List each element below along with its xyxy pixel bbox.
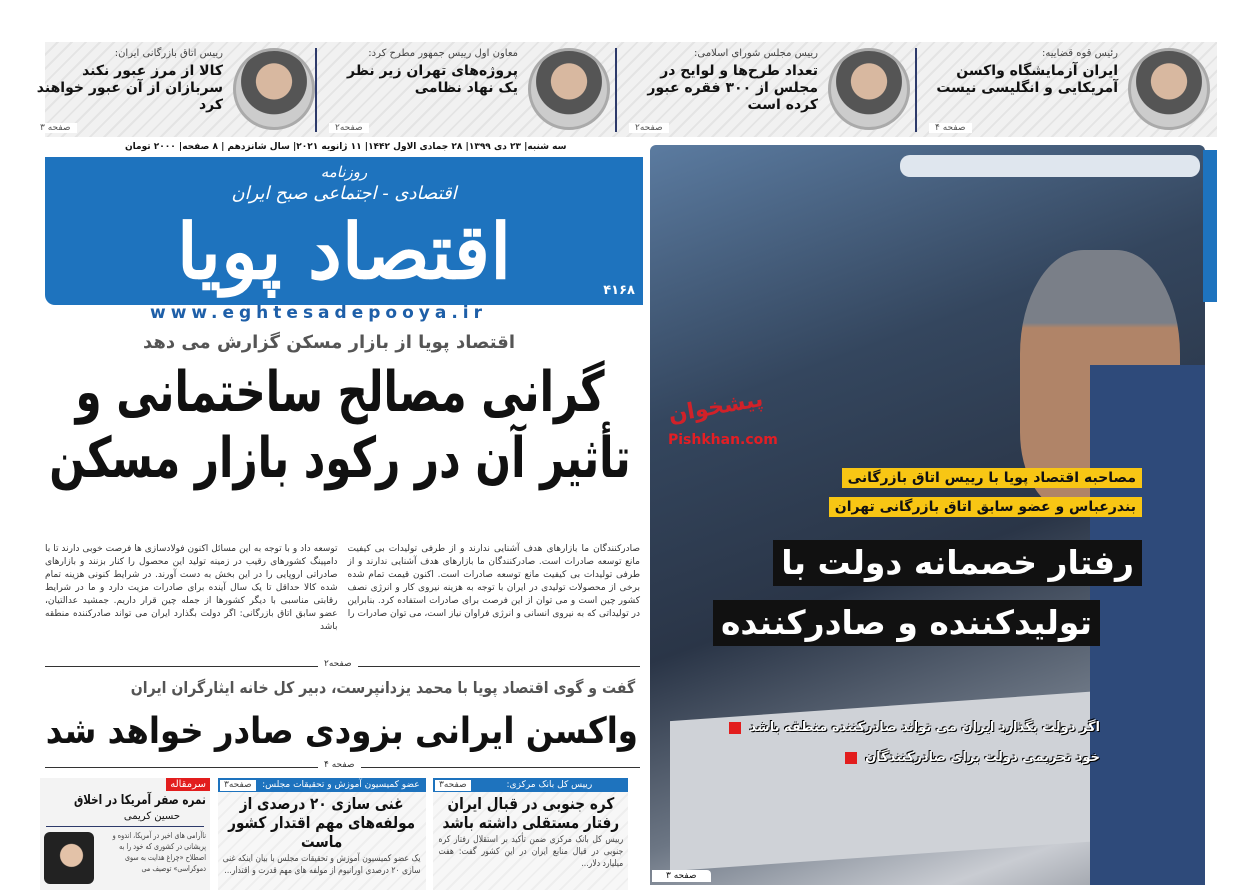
portrait-photo — [528, 48, 610, 130]
page-ref: صفحه ۳ — [652, 870, 711, 882]
divider — [46, 826, 204, 827]
portrait-photo — [233, 48, 315, 130]
editorial-author: حسین کریمی — [123, 811, 180, 822]
second-subhead: گفت و گوی اقتصاد پویا با محمد یزدانپرست، دبیر کل خانه ایثارگران ایران — [130, 678, 635, 697]
watermark: پیشخوان — [666, 386, 766, 429]
box-headline[interactable]: غنی سازی ۲۰ درصدی از مولفه‌های مهم اقتدار کشور ماست — [228, 794, 416, 851]
teaser[interactable] — [30, 46, 315, 134]
box-text: یک عضو کمیسیون آموزش و تحقیقات مجلس با بیان اینکه غنی سازی ۲۰ درصدی اورانیوم از مولفه های مهم قدرت و اقتدار... — [223, 854, 421, 876]
page-ref: صفحه۲ — [329, 123, 369, 133]
newspaper-logo: اقتصاد پویا — [176, 207, 512, 296]
teaser-kicker: رئیس قوه قضاییه: — [1042, 48, 1118, 59]
feature-bullet: اگر دولت بگذارد ایران می تواند صادرکننده منطقه باشد — [729, 720, 1100, 735]
teaser[interactable] — [925, 46, 1210, 134]
portrait-photo — [828, 48, 910, 130]
teaser-kicker: رییس اتاق بازرگانی ایران: — [114, 48, 223, 59]
tagline: روزنامه — [320, 163, 368, 181]
divider — [615, 48, 617, 132]
editorial-text: ناآرامی های اخیر در آمریکا، اندوه و پریشانی در کشوری که خود را به اصطلاح «چراغ هدایت به سوی دموکراسی» توصیف می — [112, 831, 206, 873]
page-ref: صفحه ۴ — [929, 123, 972, 133]
feature-headline[interactable]: تولیدکننده و صادرکننده — [713, 600, 1100, 646]
teaser-headline[interactable]: کالا از مرز عبور نکند سربازان از آن عبور خواهند کرد — [36, 63, 223, 113]
page-ref: صفحه ۴ — [318, 760, 361, 770]
teaser[interactable] — [325, 46, 610, 134]
editorial-headline[interactable]: نمره صفر آمریکا در اخلاق — [74, 793, 206, 808]
masthead — [45, 157, 643, 305]
teaser-kicker: رییس مجلس شورای اسلامی: — [694, 48, 818, 59]
page-ref: صفحه۳ — [220, 780, 256, 791]
page-ref: صفحه۲ — [629, 123, 669, 133]
tagline: اقتصادی - اجتماعی صبح ایران — [231, 183, 457, 204]
feature-bullet: خود تحریمی دولت برای صادرکنندگان — [845, 750, 1100, 765]
page-ref: صفحه ۳ — [34, 123, 77, 133]
decorative-bar — [1203, 150, 1217, 302]
page-ref: صفحه۲ — [318, 659, 358, 669]
editorial-box[interactable] — [40, 778, 210, 890]
box-kicker: رییس کل بانک مرکزی: — [506, 780, 593, 790]
second-headline[interactable]: واکسن ایرانی بزودی صادر خواهد شد — [45, 711, 638, 752]
lead-body — [45, 543, 640, 634]
dateline: سه شنبه| ۲۳ دی ۱۳۹۹| ۲۸ جمادی الاول ۱۴۴۲| ۱۱ ژانویه ۲۰۲۱| سال شانزدهم | ۸ صفحه| ۲۰۰۰ تومان — [125, 142, 567, 152]
divider — [315, 48, 317, 132]
news-box[interactable] — [218, 778, 426, 890]
feature-kicker: مصاحبه اقتصاد پویا با رییس اتاق بازرگانی — [842, 468, 1142, 488]
teaser-kicker: معاون اول رییس جمهور مطرح کرد: — [368, 48, 518, 59]
lead-headline[interactable]: گرانی مصالح ساختمانی و تأثیر آن در رکود بازار مسکن — [49, 360, 631, 491]
body-column: توسعه داد و با توجه به این مسائل اکنون فولادسازی ها فرصت خوبی دارند تا با دامپینگ کشورهای رقیب در زمینه تولید این محصول را کنار بزنند و بازارهای صادراتی اروپایی را در این بخش به دست آورند. در شرایط کنونی هزینه تمام شده کالا حداقل تا یک سال آینده برای صادرات مزیت دارد و ما در شرایط رقابتی مناسبی با دیگر کشورها از جمله چین قرار داریم. جمشید عدالتیان، عضو سابق اتاق بازرگانی: اگر دولت بگذارد ایران می تواند صادرکننده منطقه باشد — [45, 544, 338, 632]
news-box[interactable] — [433, 778, 628, 890]
watermark: Pishkhan.com — [668, 432, 778, 448]
divider — [915, 48, 917, 132]
box-text: رییس کل بانک مرکزی ضمن تأکید بر استقلال رفتار کره جنوبی در قبال منابع ایران در این کشور گفت: هفت میلیارد دلار... — [438, 835, 623, 869]
feature-kicker: بندرعباس و عضو سابق اتاق بازرگانی تهران — [829, 497, 1142, 517]
body-column: صادرکنندگان ما بازارهای هدف آشنایی ندارند و از طرفی تولیدات بی کیفیت مانع توسعه صادرات است. صادرکنندگان ما بازارهای هدف آشنایی ندارند و از طرفی تولیدات بی کیفیت مانع توسعه صادرات است. اکنون قیمت تمام شده برخی از محصولات تولیدی در ایران با توجه به هزینه نیروی کار و انرژی نصف کشور چین است و می توان از این فرصت برای صادرات استفاده کرد. بنابراین در تولیداتی که به نیروی انسانی و انرژی فراوان نیاز است، می توان صادرات را — [347, 544, 640, 619]
author-photo — [44, 832, 94, 884]
issue-number: ۴۱۶۸ — [603, 283, 635, 298]
portrait-photo — [1128, 48, 1210, 130]
box-headline[interactable]: کره جنوبی در قبال ایران رفتار مستقلی داشته باشد — [442, 794, 619, 832]
lead-subhead: اقتصاد پویا از بازار مسکن گزارش می دهد — [142, 332, 515, 353]
editorial-label: سرمقاله — [166, 778, 210, 791]
teaser-headline[interactable]: تعداد طرح‌ها و لوایح در مجلس از ۳۰۰ فقره عبور کرده است — [647, 63, 818, 113]
teaser[interactable] — [625, 46, 910, 134]
feature-headline[interactable]: رفتار خصمانه دولت با — [773, 540, 1142, 586]
page-ref: صفحه۳ — [435, 780, 471, 791]
box-kicker: عضو کمیسیون آموزش و تحقیقات مجلس: — [262, 780, 420, 790]
website-url[interactable]: www.eghtesadepooya.ir — [150, 303, 487, 323]
teaser-headline[interactable]: پروژه‌های تهران زیر نظر یک نهاد نظامی — [347, 63, 518, 96]
teaser-headline[interactable]: ایران آزمایشگاه واکسن آمریکایی و انگلیسی نیست — [936, 63, 1118, 96]
